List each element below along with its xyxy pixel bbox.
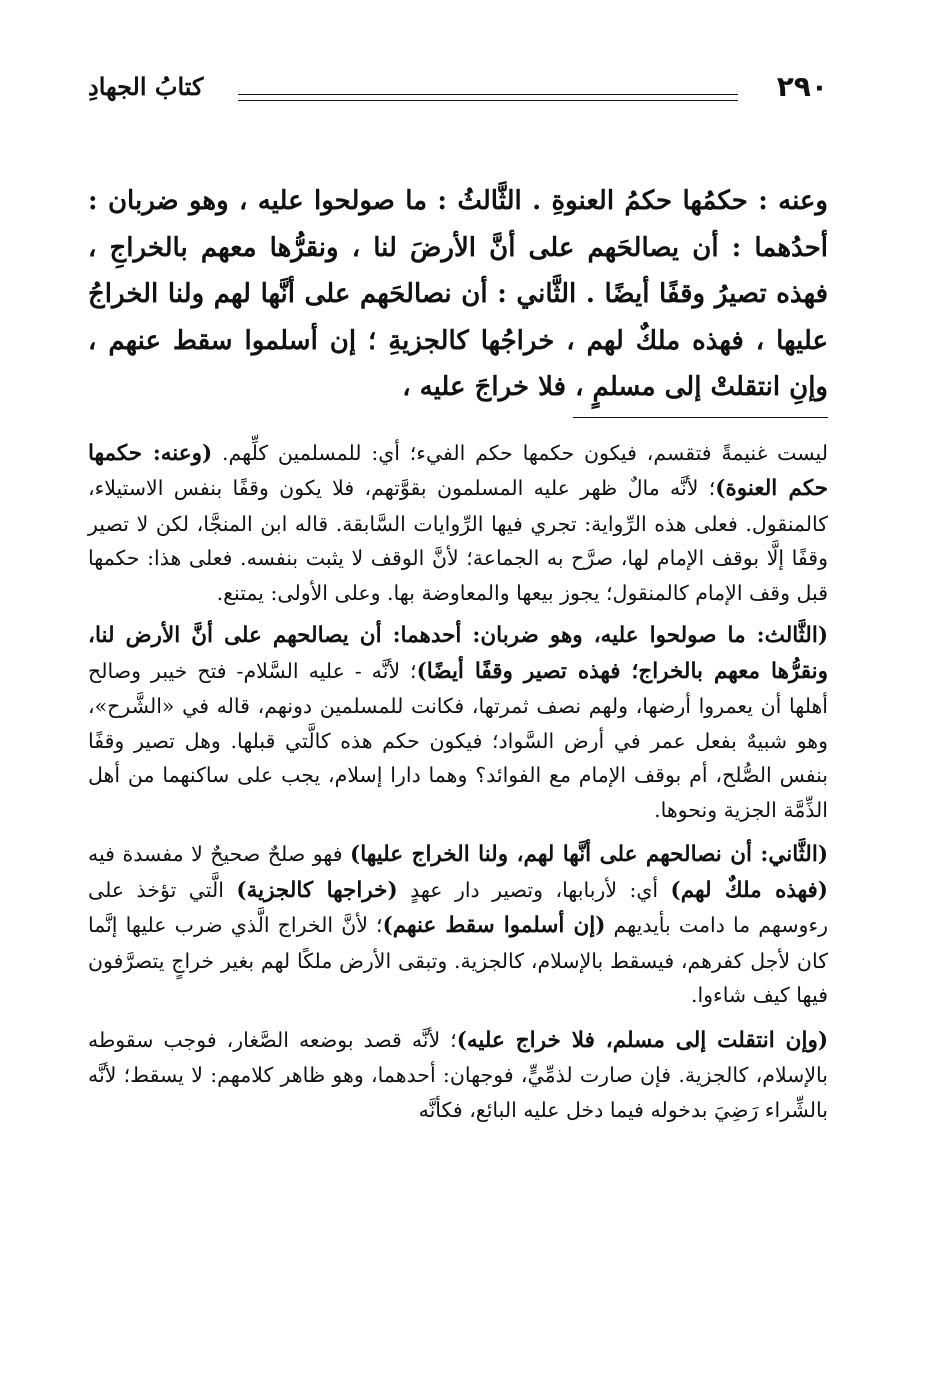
commentary-text: ؛ لأنَّ الخراج الَّذي ضرب عليها إنَّما كان لأجل كفرهم، فيسقط بالإسلام، كالجزية. وتبقى الأرض ملكًا لهم بغير خراجٍ يتصرَّفون فيها كيف شاءوا. — [88, 913, 828, 1007]
page-number: ٢٩٠ — [776, 70, 828, 103]
commentary-text: ؛ لأنَّه قصد بوضعه الصَّغار، فوجب سقوطه بالإسلام، كالجزية. فإن صارت لذمِّيٍّ، فوجهان: أحدهما، وهو ظاهر كلامهم: لا يسقط؛ لأنَّه بالشِّراء رَضِيَ بدخوله فيما دخل عليه البائع، فكأنَّه — [88, 1027, 828, 1122]
matn-text-block — [88, 178, 828, 411]
commentary-paragraph — [88, 837, 828, 1013]
quoted-matn-text: (وعنه: حكمها حكم العنوة) — [88, 440, 829, 501]
commentary-text-block — [88, 436, 828, 1128]
commentary-text: الَّتي تؤخذ على رءوسهم ما دامت بأيديهم — [88, 877, 828, 937]
page-header — [88, 70, 828, 112]
header-rule — [238, 94, 738, 101]
quoted-matn-text: (فهذه ملكٌ لهم) — [670, 877, 828, 903]
quoted-matn-text: (وإن انتقلت إلى مسلم، فلا خراج عليه) — [456, 1027, 828, 1053]
commentary-paragraph — [88, 1023, 828, 1128]
separator-rule — [573, 417, 828, 418]
commentary-paragraph — [88, 618, 828, 827]
quoted-matn-text: (خراجها كالجزية) — [236, 877, 398, 903]
commentary-text: ؛ لأنَّه - عليه السَّلام- فتح خيبر وصالح أهلها أن يعمروا أرضها، ولهم نصف ثمرتها، فكانت للمسلمين دونهم، قاله في «الشَّرح»، وهو شبيهٌ بفعل عمر في أرض السَّواد؛ فيكون حكم هذه كالَّتي قبلها. وهل تصير وقفًا بنفس الصُّلح، أم بوقف الإمام مع الفوائد؟ وهما دارا إسلام، يجب على ساكنهما من أهل الذِّمَّة الجزية ونحوها. — [88, 658, 828, 822]
quoted-matn-text: (الثَّاني: أن نصالحهم على أنَّها لهم، ولنا الخراج عليها) — [350, 842, 828, 867]
document-page — [88, 70, 828, 1137]
commentary-text: ليست غنيمةً فتقسم، فيكون حكمها حكم الفيء؛ أي: للمسلمين كلِّهم. — [212, 440, 828, 465]
matn-paragraph: وعنه : حكمُها حكمُ العنوةِ . الثَّالثُ : ما صولحوا عليه ، وهو ضربان : أحدُهما : أن يصالحَهم على أنَّ الأرضَ لنا ، ونقرُّها معهم بالخراجِ ، فهذه تصيرُ وقفًا أيضًا . الثَّاني : أن نصالحَهم على أنَّها لهم ولنا الخراجُ عليها ، فهذه ملكٌ لهم ، خراجُها كالجزيةِ ؛ إن أسلموا سقط عنهم ، وإنِ انتقلتْ إلى مسلمٍ ، فلا خراجَ عليه ، — [88, 186, 828, 402]
book-title: كتابُ الجهادِ — [88, 72, 204, 101]
commentary-text: فهو صلحٌ صحيحٌ لا مفسدة فيه — [88, 842, 351, 866]
quoted-matn-text: (إن أسلموا سقط عنهم) — [382, 913, 606, 938]
commentary-text: ؛ لأنَّه مالٌ ظهر عليه المسلمون بقوَّتهم، فلا يكون وقفًا بنفس الاستيلاء، كالمنقول. فعلى هذه الرِّواية: تجري فيها الرِّوايات السَّابقة. قاله ابن المنجَّا، لكن لا تصير وقفًا إلَّا بوقف الإمام لها، صرَّح به الجماعة؛ لأنَّ الوقف لا يثبت بنفسه. فعلى هذا: حكمها قبل وقف الإمام كالمنقول؛ يجوز بيعها والمعاوضة بها. وعلى الأولى: يمتنع. — [88, 476, 828, 605]
commentary-paragraph — [88, 436, 828, 611]
commentary-text: أي: لأربابها، وتصير دار عهدٍ — [397, 877, 671, 902]
quoted-matn-text: (الثَّالث: ما صولحوا عليه، وهو ضربان: أحدهما: أن يصالحهم على أنَّ الأرض لنا، ونقرُّها معهم بالخراج؛ فهذه تصير وقفًا أيضًا) — [88, 623, 829, 684]
